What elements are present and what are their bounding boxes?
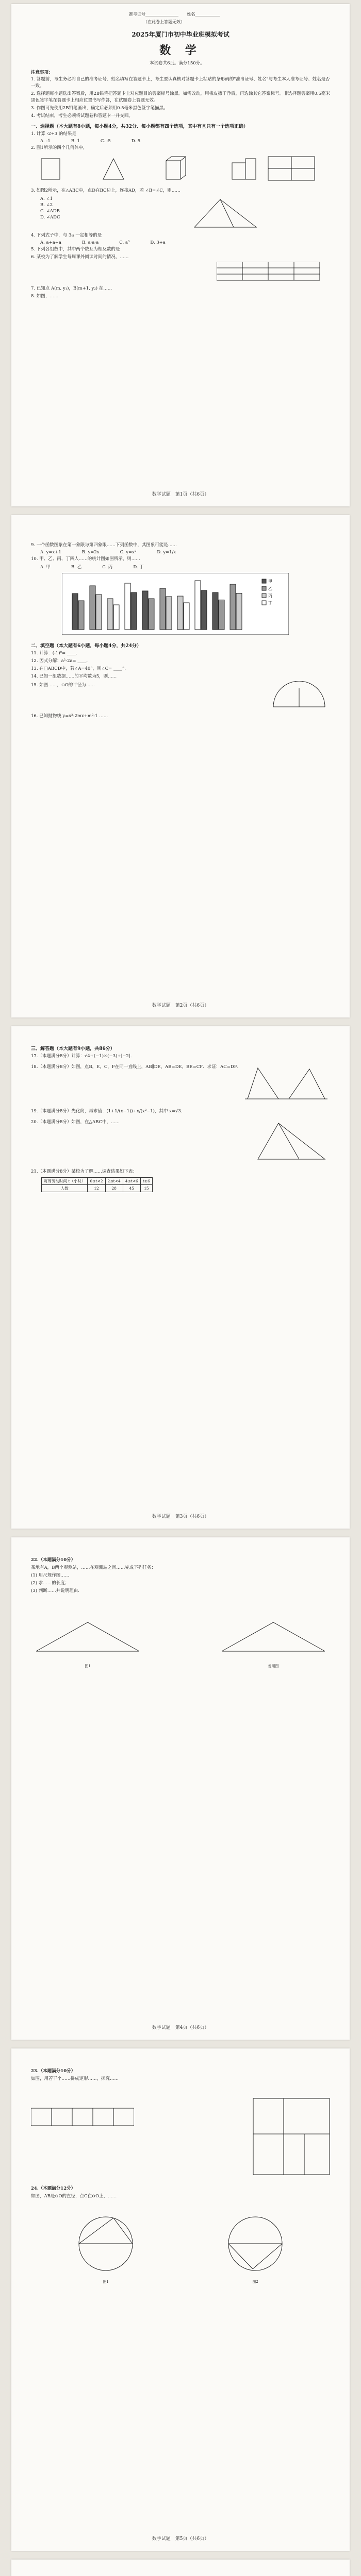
question-14: 14. 已知一组数据……的平均数为5，则…… bbox=[31, 674, 117, 679]
q22-figure-1 bbox=[31, 1615, 144, 1669]
notes-title: 注意事项： bbox=[31, 70, 53, 75]
question-20: 20.（本题满分8分）如图，在△ABC中，…… bbox=[31, 1120, 120, 1125]
legend-label: 丙 bbox=[268, 594, 272, 598]
chart-bar bbox=[236, 594, 242, 630]
option: B. 1 bbox=[71, 139, 80, 144]
option: D. y=1/x bbox=[157, 550, 176, 555]
section-3-heading: 三、解答题（本大题有9小题，共86分） bbox=[31, 1046, 115, 1052]
exam-info: 本试卷共6页。满分150分。 bbox=[150, 61, 205, 66]
option: C. y=x² bbox=[120, 550, 137, 555]
table-header: 2≤t<4 bbox=[105, 1178, 123, 1185]
question-15: 15. 如图……，⊙O的半径为…… bbox=[31, 683, 95, 688]
legend-label: 丁 bbox=[268, 601, 272, 605]
question-13: 13. 在□ABCD中，若∠A=40°，则∠C= ____°． bbox=[31, 666, 129, 671]
chart-bar bbox=[78, 601, 84, 630]
table-cell: 45 bbox=[123, 1185, 140, 1192]
page-footer: 数学试题 第3页（共6页） bbox=[152, 1514, 209, 1519]
notes-list bbox=[31, 76, 330, 120]
option: A. -1 bbox=[40, 139, 51, 144]
question-11: 11. 计算：(-1)⁰= ____． bbox=[31, 651, 80, 656]
table-cell: 15 bbox=[140, 1185, 152, 1192]
page-footer: 数学试题 第2页（共6页） bbox=[152, 1003, 209, 1008]
chart-bar bbox=[90, 586, 95, 630]
question-17: 17.（本题满分8分）计算：√4+(−1)×(−3)÷|−2|． bbox=[31, 1054, 135, 1059]
option: C. a³ bbox=[119, 240, 130, 245]
option: D. 5 bbox=[131, 139, 141, 144]
exam-page-5 bbox=[11, 2048, 350, 2551]
question-23-text: 如图，用若干个……拼成矩形……，探究…… bbox=[31, 2076, 119, 2081]
legend-swatch bbox=[262, 594, 266, 598]
table-header: t≥6 bbox=[140, 1178, 152, 1185]
legend-label: 甲 bbox=[268, 579, 272, 584]
q23-grid-figure bbox=[253, 2098, 330, 2175]
name-label: 姓名 bbox=[187, 12, 195, 16]
table-header: 4≤t<6 bbox=[123, 1178, 140, 1185]
question-4: 4. 下列式子中，与 3a 一定相等的是 bbox=[31, 233, 102, 238]
exam-title: 2025年厦门市初中毕业班模拟考试 bbox=[132, 31, 229, 38]
q24-figure-2 bbox=[222, 2210, 289, 2284]
option: B. 乙 bbox=[71, 565, 82, 570]
q21-table bbox=[41, 1177, 153, 1192]
chart-bar bbox=[125, 583, 130, 630]
chart-bar bbox=[219, 600, 224, 630]
legend-swatch bbox=[262, 601, 266, 605]
question-24-text: 如图，AB是⊙O的直径，点C在⊙O上，…… bbox=[31, 2194, 117, 2199]
chart-bar bbox=[107, 599, 113, 630]
chart-bar bbox=[230, 584, 236, 630]
question-16: 16. 已知抛物线 y=x²-2mx+m²-1 …… bbox=[31, 714, 108, 719]
chart-bar bbox=[72, 594, 78, 630]
question-1: 1. 计算 -2+3 的结果是 bbox=[31, 131, 77, 137]
q24-figure-1 bbox=[72, 2210, 139, 2284]
chart-bar bbox=[195, 581, 201, 630]
chart-bar bbox=[113, 605, 119, 630]
q23-rectangles-figure bbox=[31, 2098, 134, 2129]
question-23-heading: 23.（本题满分10分） bbox=[31, 2069, 76, 2074]
q6-table-figure bbox=[217, 262, 320, 282]
q10-bar-chart bbox=[62, 573, 289, 635]
option: D. 3+a bbox=[150, 240, 166, 245]
figure-label: 图1 bbox=[103, 2280, 109, 2284]
page-footer: 数学试题 第4页（共6页） bbox=[152, 2025, 209, 2030]
q9-options bbox=[40, 550, 330, 555]
chart-bar bbox=[142, 591, 148, 630]
exam-header: 准考证号________________ 姓名____________ bbox=[129, 12, 220, 16]
table-cell: 人数 bbox=[42, 1185, 88, 1192]
option: D. ∠ADC bbox=[40, 215, 60, 220]
exam-subject: 数 学 bbox=[159, 44, 202, 57]
question-9: 9. 一个函数图象在第一象限与第四象限……下列函数中，其图象可能是…… bbox=[31, 543, 177, 548]
note-item: 1. 答题前，考生务必将自己的准考证号、姓名填写在答题卡上，考生要认真核对答题卡上粘贴的条形码的"准考证号、姓名"与考生本人准考证号、姓名是否一致。 bbox=[31, 77, 330, 89]
exam-page-2 bbox=[11, 515, 350, 1018]
question-6: 6. 某校为了解学生每周课外阅读时间的情况，…… bbox=[31, 255, 129, 260]
option: B. ∠2 bbox=[40, 202, 53, 208]
section-2-heading: 二、填空题（本大题有6小题，每小题4分，共24分） bbox=[31, 643, 142, 649]
q22-figure-spare bbox=[217, 1615, 330, 1669]
legend-swatch bbox=[262, 586, 266, 590]
chart-bar bbox=[212, 592, 218, 630]
question-7: 7. 已知点 A(m, y₁)，B(m+1, y₂) 在…… bbox=[31, 286, 112, 291]
note-item: 4. 考试结束，考生必须将试题卷和答题卡一并交回。 bbox=[31, 113, 133, 118]
option: B. a·a·a bbox=[82, 240, 99, 245]
q15-circle-figure bbox=[268, 681, 330, 712]
option: C. -5 bbox=[100, 139, 111, 144]
question-12: 12. 因式分解：a²-2a= ____． bbox=[31, 658, 91, 664]
table-cell: 12 bbox=[88, 1185, 105, 1192]
exam-page-1 bbox=[11, 4, 350, 506]
question-3: 3. 如图2所示，在△ABC中，点D在BC边上，连接AD，若 ∠B=∠C，则…… bbox=[31, 188, 180, 193]
option: B. y=2x bbox=[81, 550, 100, 555]
note-item: 3. 作图可先使用2B铅笔画出，确定后必须用0.5毫米黑色签字笔描黑。 bbox=[31, 106, 168, 111]
page-footer: 数学试题 第1页（共6页） bbox=[152, 492, 209, 497]
question-18: 18.（本题满分8分）如图，点B，E，C，F在同一直线上，AB∥DE，AB=DE，BE=CF．求证：AC=DF． bbox=[31, 1064, 242, 1070]
legend-label: 乙 bbox=[268, 586, 272, 591]
figure-label: 图1 bbox=[85, 1664, 91, 1668]
q2-solids-figure bbox=[31, 152, 320, 184]
option: C. ∠ADB bbox=[40, 209, 60, 214]
ticket-label: 准考证号 bbox=[129, 12, 145, 16]
page-footer: 数学试题 第5页（共6页） bbox=[152, 2536, 209, 2541]
question-5: 5. 下列各组数中，其中两个数互为相反数的是 bbox=[31, 247, 120, 252]
secret-note: （在此卷上答题无效） bbox=[143, 20, 185, 24]
option: A. a+a+a bbox=[40, 240, 61, 245]
chart-bar bbox=[184, 603, 189, 630]
option: D. 丁 bbox=[133, 565, 144, 570]
q4-options bbox=[40, 240, 330, 245]
section-1-heading: 一、选择题（本大题有8小题，每小题4分，共32分．每小题都有四个选项，其中有且只有一个选项正确） bbox=[31, 124, 249, 129]
option: C. 丙 bbox=[102, 565, 113, 570]
q3-options bbox=[40, 196, 60, 230]
question-2: 2. 图1所示的四个几何体中， bbox=[31, 145, 88, 150]
figure-label: 图2 bbox=[252, 2280, 258, 2284]
q22-item: (2) 求……的长度； bbox=[31, 1581, 70, 1586]
question-10: 10. 甲、乙、丙、丁四人……的统计图如图所示，则…… bbox=[31, 556, 140, 562]
question-22-heading: 22.（本题满分10分） bbox=[31, 1557, 76, 1563]
option: A. y=x+1 bbox=[40, 550, 61, 555]
table-header: 每周劳动时间 t（小时） bbox=[42, 1178, 88, 1185]
chart-bar bbox=[131, 592, 137, 630]
table-header: 0≤t<2 bbox=[88, 1178, 105, 1185]
q3-triangle-figure bbox=[184, 195, 267, 231]
q22-item: (1) 用尺规作图…… bbox=[31, 1573, 70, 1578]
question-8: 8. 如图，…… bbox=[31, 294, 59, 299]
question-24-heading: 24.（本题满分12分） bbox=[31, 2186, 76, 2191]
q18-triangles-figure bbox=[242, 1063, 330, 1104]
chart-bar bbox=[149, 599, 154, 630]
question-21: 21.（本题满分8分）某校为了解……调查结果如下表： bbox=[31, 1169, 137, 1174]
question-22-text: 某地有A，B两个观测站，……在观测站之间……完成下列任务： bbox=[31, 1565, 156, 1570]
question-19: 19.（本题满分8分）先化简，再求值：(1+1/(x−1))÷x/(x²−1)，其中 x=√3． bbox=[31, 1109, 186, 1114]
exam-page-3 bbox=[11, 1026, 350, 1529]
figure-label: 备用图 bbox=[268, 1664, 279, 1668]
option: A. 甲 bbox=[40, 565, 51, 570]
q22-item: (3) 判断……并说明理由． bbox=[31, 1588, 83, 1594]
q10-options bbox=[40, 564, 330, 570]
q20-triangle-figure bbox=[253, 1118, 330, 1164]
exam-page-6 bbox=[11, 2560, 350, 2576]
chart-bar bbox=[96, 595, 102, 630]
chart-bar bbox=[177, 596, 183, 630]
exam-page-4 bbox=[11, 1537, 350, 2040]
chart-bar bbox=[166, 597, 172, 630]
option: A. ∠1 bbox=[40, 196, 53, 201]
legend-swatch bbox=[262, 579, 266, 583]
chart-bar bbox=[160, 588, 166, 630]
table-cell: 28 bbox=[105, 1185, 123, 1192]
q1-options bbox=[40, 139, 330, 144]
chart-bar bbox=[201, 590, 207, 630]
note-item: 2. 选择题每小题选出答案后，用2B铅笔把答题卡上对应题目的答案标号涂黑。如需改动，用橡皮擦干净后，再选涂其它答案标号。非选择题答案用0.5毫米黑色签字笔在答题卡上相应位置书写作答，在试题卷上答题无效。 bbox=[31, 91, 330, 103]
